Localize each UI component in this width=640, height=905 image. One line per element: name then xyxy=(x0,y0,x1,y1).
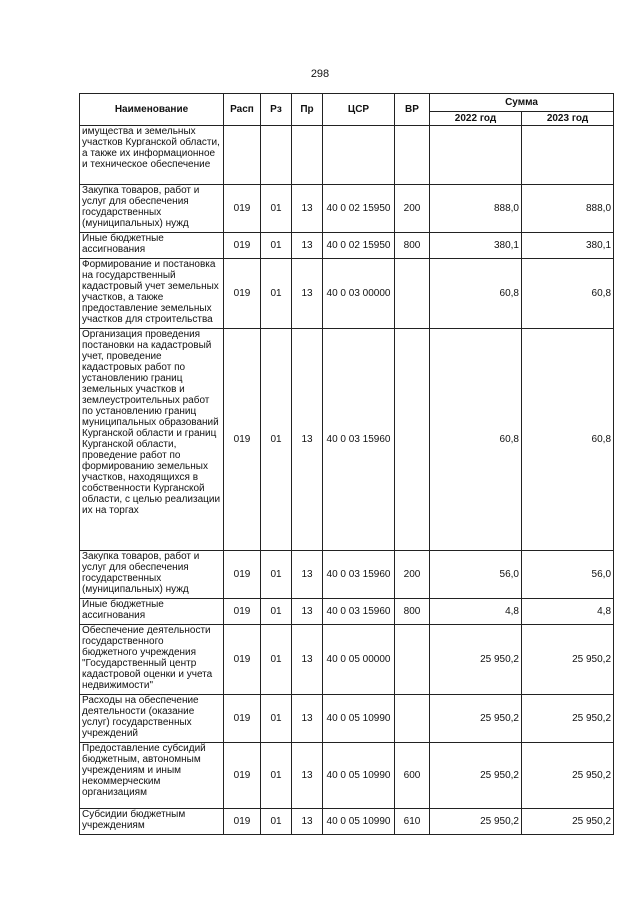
row-sum-2022: 60,8 xyxy=(430,259,522,329)
row-sum-2022: 60,8 xyxy=(430,329,522,551)
row-csr: 40 0 02 15950 xyxy=(323,185,395,233)
row-sum-2022: 4,8 xyxy=(430,599,522,625)
row-vr: 200 xyxy=(395,185,430,233)
table-row xyxy=(80,625,614,695)
row-pr: 13 xyxy=(292,551,323,599)
row-rz xyxy=(261,126,292,185)
row-sum-2022: 56,0 xyxy=(430,551,522,599)
row-vr xyxy=(395,126,430,185)
row-csr xyxy=(323,126,395,185)
row-sum-2022: 25 950,2 xyxy=(430,695,522,743)
row-pr: 13 xyxy=(292,233,323,259)
row-rasp: 019 xyxy=(224,743,261,809)
row-rasp xyxy=(224,126,261,185)
col-header-vr: ВР xyxy=(395,94,430,126)
row-pr: 13 xyxy=(292,185,323,233)
row-sum-2022 xyxy=(430,126,522,185)
row-name: Организация проведения постановки на кадастровый учет, проведение кадастровых работ по установлению границ земельных участков и землеустроительных работ по установлению границ муниципальных образований Курганской области и границ Курганской области, проведение работ по формированию земельных участков, находящихся в собственности Курганской области, с целью реализации их на торгах xyxy=(80,329,224,551)
row-sum-2023: 888,0 xyxy=(522,185,614,233)
row-rz: 01 xyxy=(261,599,292,625)
row-csr: 40 0 03 15960 xyxy=(323,329,395,551)
row-vr: 200 xyxy=(395,551,430,599)
row-name: Расходы на обеспечение деятельности (оказание услуг) государственных учреждений xyxy=(80,695,224,743)
row-sum-2022: 888,0 xyxy=(430,185,522,233)
header-row xyxy=(80,94,614,112)
col-header-csr: ЦСР xyxy=(323,94,395,126)
row-vr xyxy=(395,329,430,551)
row-csr: 40 0 02 15950 xyxy=(323,233,395,259)
row-name: Закупка товаров, работ и услуг для обеспечения государственных (муниципальных) нужд xyxy=(80,551,224,599)
row-rz: 01 xyxy=(261,259,292,329)
row-rz: 01 xyxy=(261,185,292,233)
row-pr: 13 xyxy=(292,329,323,551)
row-sum-2022: 380,1 xyxy=(430,233,522,259)
row-rz: 01 xyxy=(261,695,292,743)
row-pr: 13 xyxy=(292,625,323,695)
col-header-year-2023: 2023 год xyxy=(522,112,614,126)
budget-table xyxy=(79,93,614,835)
row-sum-2023: 60,8 xyxy=(522,259,614,329)
row-csr: 40 0 05 10990 xyxy=(323,695,395,743)
table-row xyxy=(80,185,614,233)
row-csr: 40 0 03 15960 xyxy=(323,551,395,599)
row-sum-2023: 4,8 xyxy=(522,599,614,625)
row-rz: 01 xyxy=(261,551,292,599)
row-vr: 800 xyxy=(395,233,430,259)
row-name: Субсидии бюджетным учреждениям xyxy=(80,809,224,835)
row-vr xyxy=(395,695,430,743)
row-rasp: 019 xyxy=(224,695,261,743)
row-name: Обеспечение деятельности государственного бюджетного учреждения "Государственный центр кадастровой оценки и учета недвижимости" xyxy=(80,625,224,695)
table-row xyxy=(80,743,614,809)
row-sum-2022: 25 950,2 xyxy=(430,743,522,809)
table-row xyxy=(80,329,614,551)
row-csr: 40 0 05 10990 xyxy=(323,743,395,809)
row-pr: 13 xyxy=(292,743,323,809)
row-rz: 01 xyxy=(261,329,292,551)
row-rz: 01 xyxy=(261,625,292,695)
row-sum-2023 xyxy=(522,126,614,185)
row-vr: 600 xyxy=(395,743,430,809)
row-pr: 13 xyxy=(292,599,323,625)
row-sum-2022: 25 950,2 xyxy=(430,625,522,695)
row-rz: 01 xyxy=(261,809,292,835)
row-sum-2023: 380,1 xyxy=(522,233,614,259)
row-name: Иные бюджетные ассигнования xyxy=(80,599,224,625)
row-rasp: 019 xyxy=(224,625,261,695)
col-header-rasp: Расп xyxy=(224,94,261,126)
row-name: Иные бюджетные ассигнования xyxy=(80,233,224,259)
row-vr: 610 xyxy=(395,809,430,835)
row-rasp: 019 xyxy=(224,599,261,625)
row-pr xyxy=(292,126,323,185)
row-sum-2023: 60,8 xyxy=(522,329,614,551)
row-vr xyxy=(395,625,430,695)
row-sum-2023: 25 950,2 xyxy=(522,695,614,743)
row-csr: 40 0 05 10990 xyxy=(323,809,395,835)
table-row xyxy=(80,126,614,185)
row-sum-2023: 25 950,2 xyxy=(522,625,614,695)
table-row xyxy=(80,233,614,259)
row-sum-2023: 25 950,2 xyxy=(522,809,614,835)
row-name: имущества и земельных участков Курганской области, а также их информационное и техническое обеспечение xyxy=(80,126,224,185)
row-csr: 40 0 03 00000 xyxy=(323,259,395,329)
row-rz: 01 xyxy=(261,743,292,809)
row-pr: 13 xyxy=(292,259,323,329)
table-row xyxy=(80,259,614,329)
col-header-year-2022: 2022 год xyxy=(430,112,522,126)
table-row xyxy=(80,551,614,599)
row-rasp: 019 xyxy=(224,185,261,233)
row-name: Формирование и постановка на государственный кадастровый учет земельных участков, а также предоставление земельных участков для строительства xyxy=(80,259,224,329)
row-rasp: 019 xyxy=(224,233,261,259)
row-name: Предоставление субсидий бюджетным, автономным учреждениям и иным некоммерческим организациям xyxy=(80,743,224,809)
col-header-sum: Сумма xyxy=(430,94,614,112)
row-sum-2023: 56,0 xyxy=(522,551,614,599)
table-row xyxy=(80,809,614,835)
row-sum-2022: 25 950,2 xyxy=(430,809,522,835)
row-rasp: 019 xyxy=(224,809,261,835)
row-rasp: 019 xyxy=(224,259,261,329)
row-vr xyxy=(395,259,430,329)
col-header-pr: Пр xyxy=(292,94,323,126)
page-number: 298 xyxy=(310,68,330,80)
table-row xyxy=(80,695,614,743)
row-rasp: 019 xyxy=(224,329,261,551)
table-row xyxy=(80,599,614,625)
col-header-rz: Рз xyxy=(261,94,292,126)
row-csr: 40 0 05 00000 xyxy=(323,625,395,695)
row-pr: 13 xyxy=(292,809,323,835)
row-name: Закупка товаров, работ и услуг для обеспечения государственных (муниципальных) нужд xyxy=(80,185,224,233)
row-sum-2023: 25 950,2 xyxy=(522,743,614,809)
row-rz: 01 xyxy=(261,233,292,259)
row-rasp: 019 xyxy=(224,551,261,599)
row-csr: 40 0 03 15960 xyxy=(323,599,395,625)
row-pr: 13 xyxy=(292,695,323,743)
col-header-name: Наименование xyxy=(80,94,224,126)
row-vr: 800 xyxy=(395,599,430,625)
